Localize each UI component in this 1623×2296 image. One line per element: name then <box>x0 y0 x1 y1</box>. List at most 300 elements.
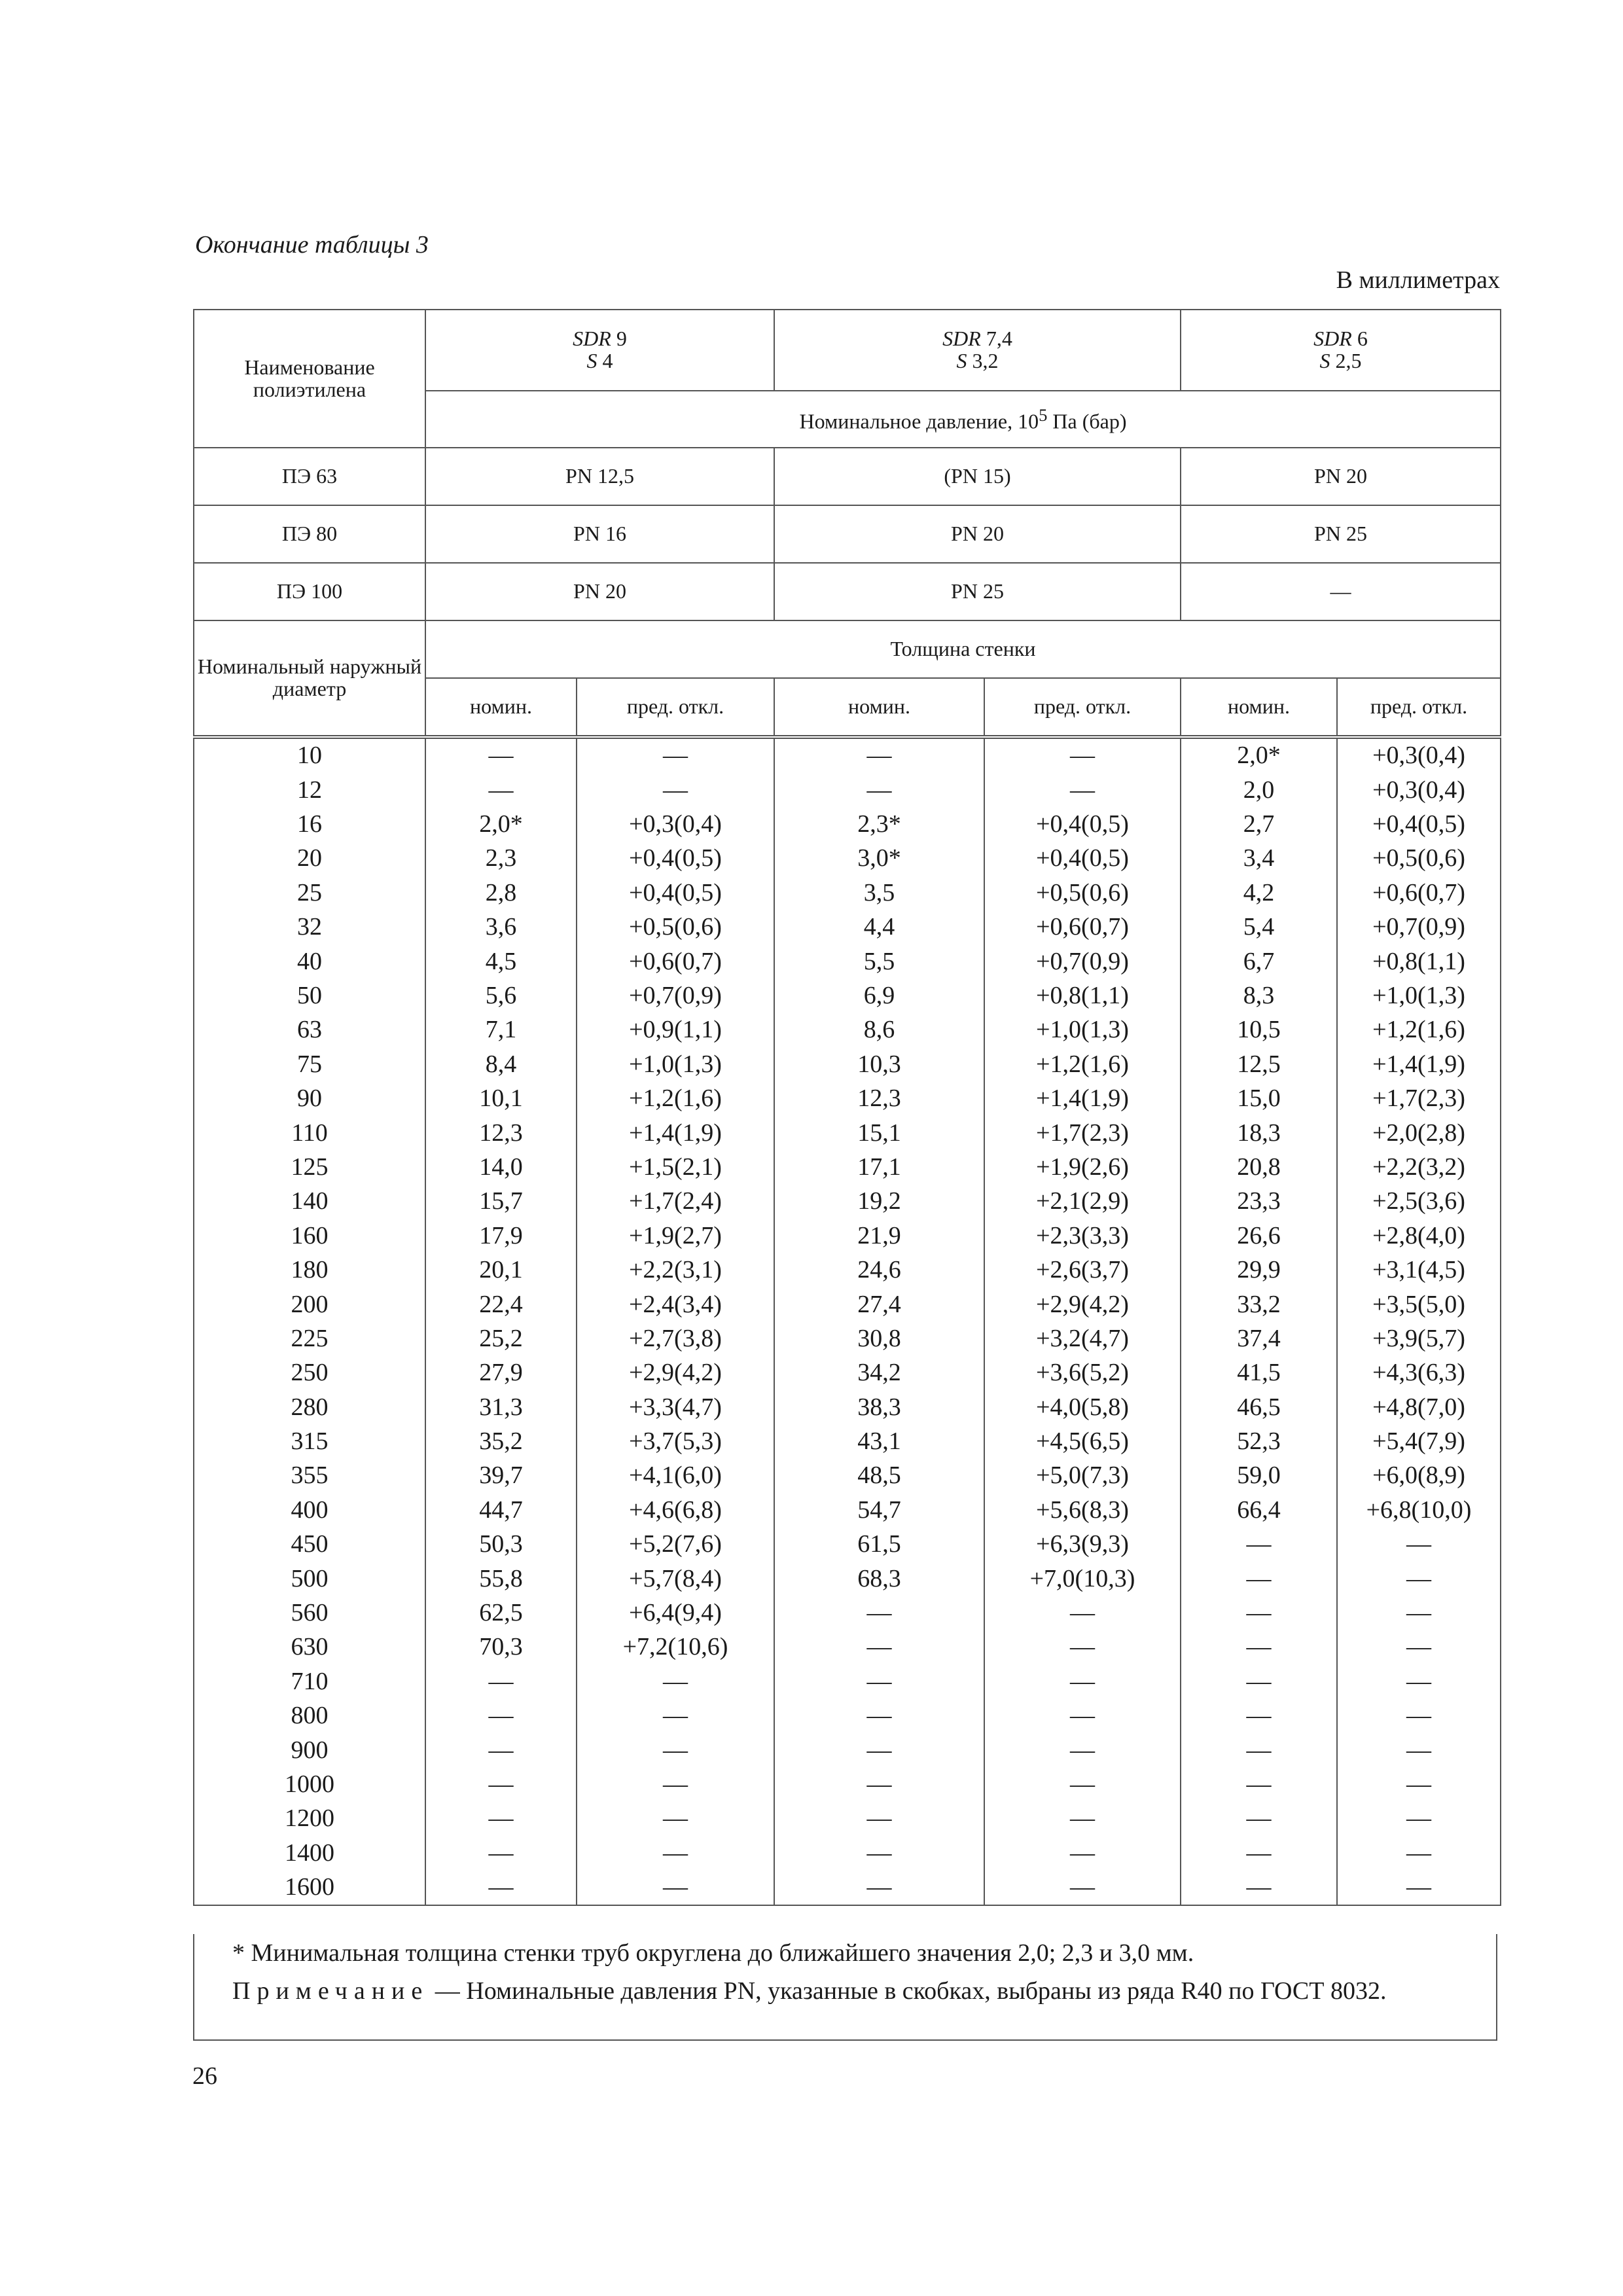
sub-header-nominal: номин. <box>425 678 577 737</box>
table-cell: — <box>1181 1837 1337 1871</box>
table-cell: — <box>984 1871 1181 1905</box>
table-cell: 2,8 <box>425 876 577 910</box>
table-cell: 3,0* <box>774 842 984 876</box>
table-cell: 38,3 <box>774 1390 984 1424</box>
table-cell: — <box>577 1802 774 1836</box>
table-cell: +5,6(8,3) <box>984 1494 1181 1528</box>
table-row <box>194 1082 1501 1116</box>
table-cell: +2,4(3,4) <box>577 1287 774 1321</box>
table-row <box>194 1562 1501 1596</box>
table-row <box>194 1871 1501 1905</box>
table-row <box>194 1665 1501 1699</box>
table-cell: +1,2(1,6) <box>577 1082 774 1116</box>
table-cell: 8,4 <box>425 1048 577 1082</box>
grade-row <box>194 505 1501 563</box>
pipe-dimensions-table <box>193 309 1501 1906</box>
table-cell: +2,2(3,2) <box>1337 1151 1501 1185</box>
table-cell: — <box>577 1871 774 1905</box>
grade-pn: PN 20 <box>425 563 774 620</box>
table-cell: — <box>1337 1630 1501 1664</box>
table-cell: 15,0 <box>1181 1082 1337 1116</box>
table-cell: — <box>425 1699 577 1733</box>
table-cell: — <box>774 1596 984 1630</box>
table-cell: +0,5(0,6) <box>1337 842 1501 876</box>
table-cell: +6,8(10,0) <box>1337 1494 1501 1528</box>
table-cell: +0,8(1,1) <box>1337 944 1501 978</box>
table-cell: 68,3 <box>774 1562 984 1596</box>
table-cell: 6,7 <box>1181 944 1337 978</box>
table-row <box>194 1837 1501 1871</box>
table-cell: 10,5 <box>1181 1013 1337 1047</box>
table-row <box>194 1048 1501 1082</box>
table-cell: — <box>425 1871 577 1905</box>
table-cell: 55,8 <box>425 1562 577 1596</box>
table-cell: — <box>1181 1768 1337 1802</box>
table-cell: — <box>1181 1630 1337 1664</box>
table-cell: — <box>984 1733 1181 1767</box>
table-cell: — <box>774 1837 984 1871</box>
table-cell: +1,2(1,6) <box>984 1048 1181 1082</box>
table-cell: +4,1(6,0) <box>577 1459 774 1493</box>
table-cell: — <box>984 1802 1181 1836</box>
table-cell: +0,4(0,5) <box>577 876 774 910</box>
table-cell: +1,9(2,7) <box>577 1219 774 1253</box>
table-cell: 14,0 <box>425 1151 577 1185</box>
table-row <box>194 808 1501 842</box>
table-cell: 5,4 <box>1181 910 1337 944</box>
table-cell: — <box>984 1596 1181 1630</box>
grade-name: ПЭ 80 <box>194 505 425 563</box>
table-cell: — <box>984 737 1181 773</box>
table-cell: 2,0 <box>1181 773 1337 807</box>
table-cell: 46,5 <box>1181 1390 1337 1424</box>
table-cell: +0,6(0,7) <box>1337 876 1501 910</box>
footnote: * Минимальная толщина стенки труб округлена до ближайшего значения 2,0; 2,3 и 3,0 мм. <box>232 1939 1194 1967</box>
table-cell: — <box>774 1630 984 1664</box>
table-cell: +0,4(0,5) <box>984 842 1181 876</box>
table-cell: +5,4(7,9) <box>1337 1425 1501 1459</box>
table-cell: — <box>1181 1871 1337 1905</box>
table-cell: 35,2 <box>425 1425 577 1459</box>
table-cell: — <box>774 1699 984 1733</box>
table-cell: 7,1 <box>425 1013 577 1047</box>
table-cell: 15,7 <box>425 1185 577 1219</box>
grade-pn: PN 20 <box>774 505 1181 563</box>
table-row <box>194 773 1501 807</box>
table-cell: — <box>1181 1733 1337 1767</box>
sub-header-nominal: номин. <box>774 678 984 737</box>
table-cell: +5,7(8,4) <box>577 1562 774 1596</box>
table-cell: — <box>1337 1699 1501 1733</box>
table-cell: +0,5(0,6) <box>577 910 774 944</box>
table-row <box>194 1528 1501 1562</box>
table-cell: — <box>1181 1528 1337 1562</box>
diameter-cell: 1200 <box>194 1802 425 1836</box>
sdr-group-header-2: SDR 7,4 S 3,2 <box>774 310 1181 391</box>
note <box>210 1976 1480 2007</box>
table-row <box>194 1322 1501 1356</box>
table-cell: — <box>425 1665 577 1699</box>
table-cell: — <box>1181 1596 1337 1630</box>
table-cell: — <box>984 1699 1181 1733</box>
table-cell: — <box>577 1837 774 1871</box>
grade-name: ПЭ 63 <box>194 448 425 505</box>
table-cell: +3,1(4,5) <box>1337 1253 1501 1287</box>
table-row <box>194 1287 1501 1321</box>
table-cell: +0,5(0,6) <box>984 876 1181 910</box>
table-cell: — <box>1337 1562 1501 1596</box>
table-cell: +0,3(0,4) <box>1337 737 1501 773</box>
table-cell: 43,1 <box>774 1425 984 1459</box>
table-cell: — <box>425 1768 577 1802</box>
diameter-cell: 32 <box>194 910 425 944</box>
table-cell: 20,8 <box>1181 1151 1337 1185</box>
table-row <box>194 1219 1501 1253</box>
diameter-cell: 180 <box>194 1253 425 1287</box>
table-row <box>194 737 1501 773</box>
table-cell: — <box>774 1768 984 1802</box>
grade-pn: PN 20 <box>1181 448 1501 505</box>
diameter-cell: 710 <box>194 1665 425 1699</box>
sub-header-tolerance: пред. откл. <box>1337 678 1501 737</box>
table-cell: +6,3(9,3) <box>984 1528 1181 1562</box>
table-cell: — <box>1337 1871 1501 1905</box>
table-cell: 2,3* <box>774 808 984 842</box>
table-cell: +2,2(3,1) <box>577 1253 774 1287</box>
table-cell: +4,8(7,0) <box>1337 1390 1501 1424</box>
table-row <box>194 1459 1501 1493</box>
table-cell: 18,3 <box>1181 1116 1337 1150</box>
table-row <box>194 979 1501 1013</box>
table-row <box>194 1699 1501 1733</box>
table-cell: +0,7(0,9) <box>1337 910 1501 944</box>
table-row <box>194 1425 1501 1459</box>
table-cell: +5,2(7,6) <box>577 1528 774 1562</box>
table-row <box>194 1116 1501 1150</box>
table-cell: +1,4(1,9) <box>984 1082 1181 1116</box>
table-cell: +3,7(5,3) <box>577 1425 774 1459</box>
table-cell: +7,2(10,6) <box>577 1630 774 1664</box>
diameter-cell: 1000 <box>194 1768 425 1802</box>
table-cell: 27,4 <box>774 1287 984 1321</box>
table-cell: 19,2 <box>774 1185 984 1219</box>
table-cell: 62,5 <box>425 1596 577 1630</box>
table-cell: +3,2(4,7) <box>984 1322 1181 1356</box>
sub-header-nominal: номин. <box>1181 678 1337 737</box>
table-cell: — <box>425 1837 577 1871</box>
grade-pn: (PN 15) <box>774 448 1181 505</box>
diameter-cell: 315 <box>194 1425 425 1459</box>
table-cell: — <box>774 773 984 807</box>
table-row <box>194 1185 1501 1219</box>
table-cell: — <box>984 1665 1181 1699</box>
table-cell: — <box>425 737 577 773</box>
table-cell: +1,9(2,6) <box>984 1151 1181 1185</box>
table-cell: 70,3 <box>425 1630 577 1664</box>
table-cell: +2,9(4,2) <box>577 1356 774 1390</box>
table-cell: — <box>774 737 984 773</box>
table-cell: +4,5(6,5) <box>984 1425 1181 1459</box>
table-cell: 3,6 <box>425 910 577 944</box>
diameter-cell: 25 <box>194 876 425 910</box>
note-text: — Номинальные давления PN, указанные в скобках, выбраны из ряда R40 по ГОСТ 8032. <box>429 1977 1387 2005</box>
table-cell: 24,6 <box>774 1253 984 1287</box>
diameter-cell: 110 <box>194 1116 425 1150</box>
diameter-cell: 160 <box>194 1219 425 1253</box>
diameter-cell: 500 <box>194 1562 425 1596</box>
table-cell: 22,4 <box>425 1287 577 1321</box>
diameter-cell: 16 <box>194 808 425 842</box>
grade-name: ПЭ 100 <box>194 563 425 620</box>
table-cell: +2,1(2,9) <box>984 1185 1181 1219</box>
grade-pn: — <box>1181 563 1501 620</box>
table-cell: +4,3(6,3) <box>1337 1356 1501 1390</box>
table-cell: 3,5 <box>774 876 984 910</box>
table-row <box>194 1768 1501 1802</box>
table-cell: 12,3 <box>425 1116 577 1150</box>
table-row <box>194 1802 1501 1836</box>
diameter-cell: 90 <box>194 1082 425 1116</box>
sub-header-tolerance: пред. откл. <box>984 678 1181 737</box>
table-cell: — <box>774 1871 984 1905</box>
diameter-cell: 630 <box>194 1630 425 1664</box>
table-cell: +4,0(5,8) <box>984 1390 1181 1424</box>
table-cell: +6,4(9,4) <box>577 1596 774 1630</box>
diameter-cell: 50 <box>194 979 425 1013</box>
table-cell: 10,1 <box>425 1082 577 1116</box>
table-row <box>194 842 1501 876</box>
table-cell: 52,3 <box>1181 1425 1337 1459</box>
table-cell: — <box>1337 1768 1501 1802</box>
table-cell: — <box>984 1768 1181 1802</box>
table-cell: +2,0(2,8) <box>1337 1116 1501 1150</box>
table-cell: +0,4(0,5) <box>577 842 774 876</box>
table-row <box>194 1013 1501 1047</box>
grade-row <box>194 448 1501 505</box>
table-cell: +3,9(5,7) <box>1337 1322 1501 1356</box>
table-cell: 2,0* <box>425 808 577 842</box>
table-cell: +1,7(2,3) <box>1337 1082 1501 1116</box>
table-cell: +2,7(3,8) <box>577 1322 774 1356</box>
table-cell: +1,7(2,4) <box>577 1185 774 1219</box>
grade-pn: PN 16 <box>425 505 774 563</box>
diameter-cell: 200 <box>194 1287 425 1321</box>
table-cell: +1,4(1,9) <box>1337 1048 1501 1082</box>
table-cell: 8,3 <box>1181 979 1337 1013</box>
diameter-cell: 900 <box>194 1733 425 1767</box>
table-cell: 2,0* <box>1181 737 1337 773</box>
table-cell: 37,4 <box>1181 1322 1337 1356</box>
grade-pn: PN 25 <box>774 563 1181 620</box>
diameter-cell: 140 <box>194 1185 425 1219</box>
table-cell: 21,9 <box>774 1219 984 1253</box>
diameter-cell: 40 <box>194 944 425 978</box>
table-cell: +0,3(0,4) <box>1337 773 1501 807</box>
diameter-cell: 63 <box>194 1013 425 1047</box>
table-cell: +0,6(0,7) <box>984 910 1181 944</box>
table-cell: — <box>774 1733 984 1767</box>
table-cell: 20,1 <box>425 1253 577 1287</box>
diameter-cell: 20 <box>194 842 425 876</box>
units-label: В миллиметрах <box>1336 266 1500 294</box>
table-cell: 17,1 <box>774 1151 984 1185</box>
table-row <box>194 876 1501 910</box>
table-cell: 59,0 <box>1181 1459 1337 1493</box>
table-cell: +0,6(0,7) <box>577 944 774 978</box>
table-cell: 4,4 <box>774 910 984 944</box>
table-cell: — <box>1337 1665 1501 1699</box>
table-cell: — <box>577 737 774 773</box>
table-cell: — <box>1337 1802 1501 1836</box>
table-cell: +3,6(5,2) <box>984 1356 1181 1390</box>
table-cell: 34,2 <box>774 1356 984 1390</box>
table-cell: 66,4 <box>1181 1494 1337 1528</box>
table-cell: — <box>425 1733 577 1767</box>
table-cell: 4,2 <box>1181 876 1337 910</box>
diameter-cell: 280 <box>194 1390 425 1424</box>
table-cell: — <box>1181 1802 1337 1836</box>
diameter-cell: 450 <box>194 1528 425 1562</box>
table-cell: 25,2 <box>425 1322 577 1356</box>
table-cell: +0,4(0,5) <box>984 808 1181 842</box>
nominal-pressure-header: Номинальное давление, $10^5$ Па (бар) <box>425 391 1501 448</box>
table-cell: +3,5(5,0) <box>1337 1287 1501 1321</box>
table-cell: +1,4(1,9) <box>577 1116 774 1150</box>
diameter-cell: 560 <box>194 1596 425 1630</box>
table-cell: 27,9 <box>425 1356 577 1390</box>
table-cell: 5,6 <box>425 979 577 1013</box>
table-cell: +2,3(3,3) <box>984 1219 1181 1253</box>
table-cell: 29,9 <box>1181 1253 1337 1287</box>
table-row <box>194 1356 1501 1390</box>
table-cell: 5,5 <box>774 944 984 978</box>
table-cell: 8,6 <box>774 1013 984 1047</box>
table-cell: — <box>984 1630 1181 1664</box>
table-cell: +2,9(4,2) <box>984 1287 1181 1321</box>
table-cell: 4,5 <box>425 944 577 978</box>
table-cell: — <box>1337 1837 1501 1871</box>
table-cell: 54,7 <box>774 1494 984 1528</box>
table-cell: 39,7 <box>425 1459 577 1493</box>
page-number: 26 <box>192 2062 217 2090</box>
table-cell: — <box>577 1768 774 1802</box>
diameter-cell: 225 <box>194 1322 425 1356</box>
table-cell: 41,5 <box>1181 1356 1337 1390</box>
table-cell: — <box>1181 1665 1337 1699</box>
table-cell: +2,5(3,6) <box>1337 1185 1501 1219</box>
table-cell: +2,8(4,0) <box>1337 1219 1501 1253</box>
table-cell: 2,7 <box>1181 808 1337 842</box>
table-notes <box>193 1934 1497 2041</box>
table-cell: +1,0(1,3) <box>577 1048 774 1082</box>
table-cell: 3,4 <box>1181 842 1337 876</box>
table-caption: Окончание таблицы 3 <box>195 231 429 259</box>
table-cell: +0,3(0,4) <box>577 808 774 842</box>
table-cell: 48,5 <box>774 1459 984 1493</box>
table-cell: — <box>577 1699 774 1733</box>
diameter-cell: 250 <box>194 1356 425 1390</box>
table-row <box>194 1596 1501 1630</box>
table-cell: 17,9 <box>425 1219 577 1253</box>
sdr-group-header-1: SDR 9 S 4 <box>425 310 774 391</box>
table-cell: +1,2(1,6) <box>1337 1013 1501 1047</box>
table-cell: — <box>1181 1699 1337 1733</box>
table-row <box>194 910 1501 944</box>
diameter-cell: 400 <box>194 1494 425 1528</box>
table-row <box>194 944 1501 978</box>
table-cell: 2,3 <box>425 842 577 876</box>
wall-thickness-header: Толщина стенки <box>425 620 1501 678</box>
grade-pn: PN 25 <box>1181 505 1501 563</box>
table-cell: +0,7(0,9) <box>984 944 1181 978</box>
table-cell: +0,4(0,5) <box>1337 808 1501 842</box>
table-cell: — <box>1337 1528 1501 1562</box>
table-cell: — <box>984 773 1181 807</box>
table-cell: +0,8(1,1) <box>984 979 1181 1013</box>
sdr-group-header-3: SDR 6 S 2,5 <box>1181 310 1501 391</box>
sub-header-tolerance: пред. откл. <box>577 678 774 737</box>
diameter-cell: 1400 <box>194 1837 425 1871</box>
table-cell: 30,8 <box>774 1322 984 1356</box>
table-cell: — <box>984 1837 1181 1871</box>
table-cell: +4,6(6,8) <box>577 1494 774 1528</box>
table-cell: 15,1 <box>774 1116 984 1150</box>
table-cell: — <box>1337 1733 1501 1767</box>
table-row <box>194 1390 1501 1424</box>
table-cell: 26,6 <box>1181 1219 1337 1253</box>
table-cell: — <box>425 1802 577 1836</box>
grade-row <box>194 563 1501 620</box>
table-cell: 12,3 <box>774 1082 984 1116</box>
table-cell: +2,6(3,7) <box>984 1253 1181 1287</box>
table-cell: +5,0(7,3) <box>984 1459 1181 1493</box>
table-row <box>194 1494 1501 1528</box>
table-cell: — <box>774 1665 984 1699</box>
table-row <box>194 1253 1501 1287</box>
table-cell: +7,0(10,3) <box>984 1562 1181 1596</box>
table-cell: +0,7(0,9) <box>577 979 774 1013</box>
table-cell: — <box>774 1802 984 1836</box>
table-row <box>194 1733 1501 1767</box>
table-cell: 61,5 <box>774 1528 984 1562</box>
table-cell: — <box>425 773 577 807</box>
diameter-header: Номинальный наружный диаметр <box>194 620 425 737</box>
diameter-cell: 800 <box>194 1699 425 1733</box>
table-cell: — <box>577 1665 774 1699</box>
diameter-cell: 355 <box>194 1459 425 1493</box>
table-cell: 50,3 <box>425 1528 577 1562</box>
table-cell: +0,9(1,1) <box>577 1013 774 1047</box>
diameter-cell: 75 <box>194 1048 425 1082</box>
table-cell: +1,5(2,1) <box>577 1151 774 1185</box>
table-cell: +6,0(8,9) <box>1337 1459 1501 1493</box>
table-cell: 6,9 <box>774 979 984 1013</box>
table-cell: 12,5 <box>1181 1048 1337 1082</box>
table-cell: +3,3(4,7) <box>577 1390 774 1424</box>
table-cell: 44,7 <box>425 1494 577 1528</box>
diameter-cell: 125 <box>194 1151 425 1185</box>
table-cell: 23,3 <box>1181 1185 1337 1219</box>
table-cell: — <box>1181 1562 1337 1596</box>
diameter-cell: 1600 <box>194 1871 425 1905</box>
table-cell: 31,3 <box>425 1390 577 1424</box>
note-label: Примечание <box>232 1977 429 2005</box>
material-name-header: Наименование полиэтилена <box>194 310 425 448</box>
table-cell: 10,3 <box>774 1048 984 1082</box>
diameter-cell: 12 <box>194 773 425 807</box>
table-cell: — <box>1337 1596 1501 1630</box>
table-row <box>194 1630 1501 1664</box>
